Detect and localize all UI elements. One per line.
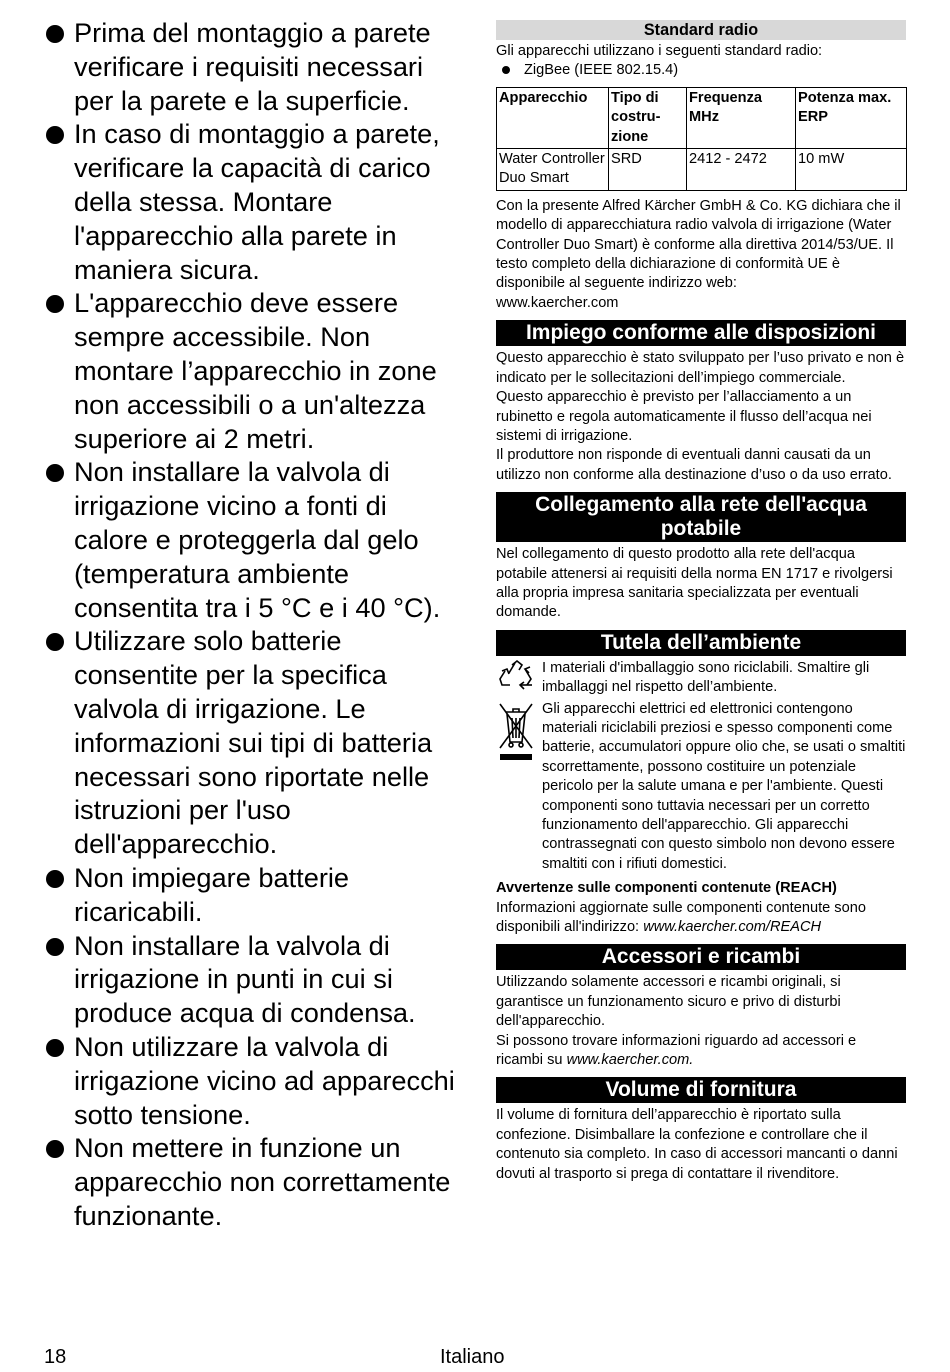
radio-intro: Gli apparecchi utilizzano i seguenti standard radio: [496,43,823,59]
paragraph: Si possono trovare informazioni riguardo ad accessori e ricambi su www.kaercher.com. [496,1032,857,1069]
recycle-icon [496,659,538,699]
right-column [496,20,906,1184]
paragraph: Il produttore non risponde di eventuali danni causati da un utilizzo non conforme alla destinazione d’uso o da uso errato. [496,447,892,483]
bullet-dot-icon [46,126,64,144]
list-item: Non impiegare batterie ricaricabili. [44,861,464,929]
footer-language: Italiano [440,1346,505,1368]
radio-standard-heading: Standard radio [496,20,906,40]
accessori-url[interactable]: www.kaercher.com. [566,1052,694,1069]
safety-bullet-list [44,16,464,1233]
page-number: 18 [44,1346,67,1368]
conformity-declaration: Con la presente Alfred Kärcher GmbH & Co. KG dichiara che il modello di apparecchiatura radio valvola di irrigazione (Water Controller Duo Smart) è conforme alla direttiva 2014/53/UE. Il testo completo della dichiarazione di conformità UE è disponibile al seguente indirizzo web: [496,197,901,292]
paragraph: Il volume di fornitura dell’apparecchio è riportato sulla confezione. Disimballare la confezione e controllare che il contenuto sia completo. In caso di accessori mancanti o danni dovuti al trasporto si prega di contattare il rivenditore. [496,1107,898,1182]
bullet-dot-icon [502,66,510,74]
list-item: L'apparecchio deve essere sempre accessibile. Non montare l’apparecchio in zone non accessibili o a un'altezza superiore ai 2 metri. [44,286,464,455]
table-header-row [497,87,907,148]
list-item: Non mettere in funzione un apparecchio non correttamente funzionante. [44,1131,464,1232]
paragraph: Questo apparecchio è stato sviluppato per l’uso privato e non è indicato per le sollecitazioni dell’impiego commerciale. [496,350,905,386]
bullet-dot-icon [46,1039,64,1057]
radio-standard-item: ZigBee (IEEE 802.15.4) [496,61,906,80]
bullet-dot-icon [46,295,64,313]
list-item: Non installare la valvola di irrigazione in punti in cui si produce acqua di condensa. [44,929,464,1030]
table-cell: 2412 - 2472 [687,149,796,191]
bullet-dot-icon [46,25,64,43]
section-heading-ambiente: Tutela dell’ambiente [496,630,906,656]
bullet-dot-icon [46,1140,64,1158]
list-item: Non installare la valvola di irrigazione vicino a fonti di calore e proteggerla dal gelo (temperatura ambiente consentita tra i 5 °C e i 40 °C). [44,455,464,624]
declaration-url[interactable]: www.kaercher.com [496,294,619,311]
bullet-dot-icon [46,870,64,888]
table-cell: 10 mW [796,149,907,191]
bullet-dot-icon [46,464,64,482]
section-heading-accessori: Accessori e ricambi [496,944,906,970]
radio-table [496,87,907,191]
section-heading-fornitura: Volume di fornitura [496,1077,906,1103]
list-item: Utilizzare solo batterie consentite per la specifica valvola di irrigazione. Le informazioni sui tipi di batteria necessari sono riportate nelle istruzioni per l'uso dell'apparecchio. [44,624,464,861]
paragraph: Utilizzando solamente accessori e ricambi originali, si garantisce un funzionamento sicuro e privo di disturbi dell'apparecchio. [496,974,841,1030]
bullet-dot-icon [46,633,64,651]
paragraph: Questo apparecchio è previsto per l’allacciamento a un rubinetto e regola automaticamente il flusso dell’acqua nei sistemi di irrigazione. [496,389,872,444]
reach-url[interactable]: www.kaercher.com/REACH [643,919,822,936]
list-item: Prima del montaggio a parete verificare i requisiti necessari per la parete e la superficie. [44,16,464,117]
table-header-cell: Potenza max. ERP [796,87,907,148]
weee-note: Gli apparecchi elettrici ed elettronici contengono materiali riciclabili preziosi e spesso componenti come batterie, accumulatori oppure olio che, se usati o smaltiti scorrettamente, possono costituire un potenziale pericolo per la salute umana e per l'ambiente. Questi componenti sono tuttavia necessari per un corretto funzionamento dell'apparecchio. Gli apparecchi contrassegnati con questo simbolo non devono essere smaltiti con i rifiuti domestici. [496,700,906,875]
section-heading-collegamento: Collegamento alla rete dell'acqua potabile [496,492,906,542]
reach-text: Informazioni aggiornate sulle componenti contenute sono disponibili all'indirizzo: www.kaercher.com/REACH [496,899,866,936]
paragraph: Nel collegamento di questo prodotto alla rete dell'acqua potabile attenersi ai requisiti della norma EN 1717 e rivolgersi alla propria impresa sanitaria specializzata per eventuali domande. [496,546,893,621]
table-cell: SRD [609,149,687,191]
list-item: In caso di montaggio a parete, verificare la capacità di carico della stessa. Montare l'apparecchio alla parete in maniera sicura. [44,117,464,286]
table-row [497,149,907,191]
table-header-cell: Apparecchio [497,87,609,148]
table-header-cell: Frequenza MHz [687,87,796,148]
reach-heading: Avvertenze sulle componenti contenute (REACH) [496,880,837,897]
table-header-cell: Tipo di costru-zione [609,87,687,148]
bullet-dot-icon [46,938,64,956]
list-item: Non utilizzare la valvola di irrigazione vicino ad apparecchi sotto tensione. [44,1030,464,1131]
crossed-bin-icon [496,700,536,762]
section-heading-impiego: Impiego conforme alle disposizioni [496,320,906,346]
table-cell: Water Controller Duo Smart [497,149,609,191]
recycling-note: I materiali d'imballaggio sono riciclabili. Smaltire gli imballaggi nel rispetto dell’ambiente. [496,659,906,698]
